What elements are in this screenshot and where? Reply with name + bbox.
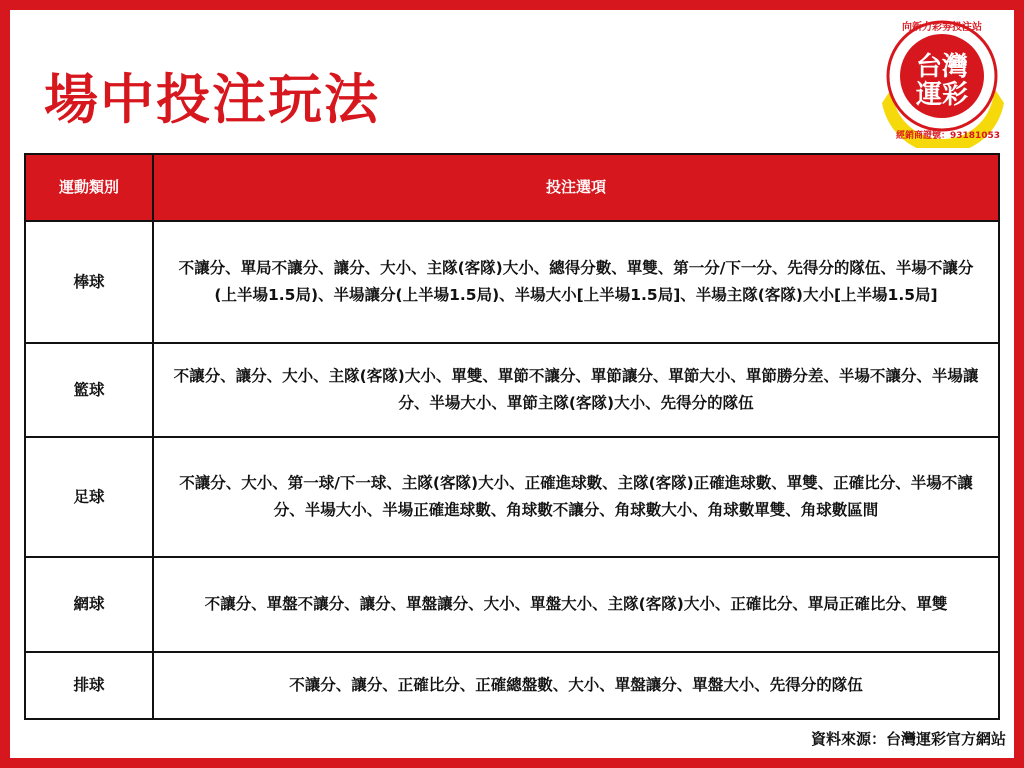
logo-top-text: 向新力彩劵投注站 — [902, 22, 982, 33]
taiwan-sports-lottery-logo — [872, 8, 1012, 148]
options-cell: 不讓分、單局不讓分、讓分、大小、主隊(客隊)大小、總得分數、單雙、第一分/下一分、先得分的隊伍、半場不讓分(上半場1.5局)、半場讓分(上半場1.5局)、半場大小[上半場1.5局]、半場主隊(客隊)大小[上半場1.5局] — [153, 221, 999, 343]
sport-cell: 籃球 — [25, 343, 153, 437]
options-cell: 不讓分、讓分、大小、主隊(客隊)大小、單雙、單節不讓分、單節讓分、單節大小、單節勝分差、半場不讓分、半場讓分、半場大小、單節主隊(客隊)大小、先得分的隊伍 — [153, 343, 999, 437]
betting-options-table — [24, 153, 1000, 720]
page-title: 場中投注玩法 — [44, 68, 380, 131]
options-cell: 不讓分、讓分、正確比分、正確總盤數、大小、單盤讓分、單盤大小、先得分的隊伍 — [153, 652, 999, 719]
table-header-row — [25, 154, 999, 221]
logo-line2: 運彩 — [915, 80, 969, 110]
sport-cell: 棒球 — [25, 221, 153, 343]
table-row — [25, 343, 999, 437]
table-row — [25, 557, 999, 652]
sport-cell: 排球 — [25, 652, 153, 719]
options-cell: 不讓分、單盤不讓分、讓分、單盤讓分、大小、單盤大小、主隊(客隊)大小、正確比分、單局正確比分、單雙 — [153, 557, 999, 652]
options-cell: 不讓分、大小、第一球/下一球、主隊(客隊)大小、正確進球數、主隊(客隊)正確進球數、單雙、正確比分、半場不讓分、半場大小、半場正確進球數、角球數不讓分、角球數大小、角球數單雙、角球數區間 — [153, 437, 999, 557]
sport-cell: 網球 — [25, 557, 153, 652]
table-row — [25, 221, 999, 343]
sport-cell: 足球 — [25, 437, 153, 557]
header-options: 投注選項 — [153, 154, 999, 221]
logo-line1: 台灣 — [915, 52, 969, 82]
table-row — [25, 652, 999, 719]
logo-bottom-text: 經銷商證號：93181053 — [895, 131, 1001, 141]
header-sport: 運動類別 — [25, 154, 153, 221]
table-row — [25, 437, 999, 557]
source-note: 資料來源：台灣運彩官方網站 — [810, 730, 1006, 748]
